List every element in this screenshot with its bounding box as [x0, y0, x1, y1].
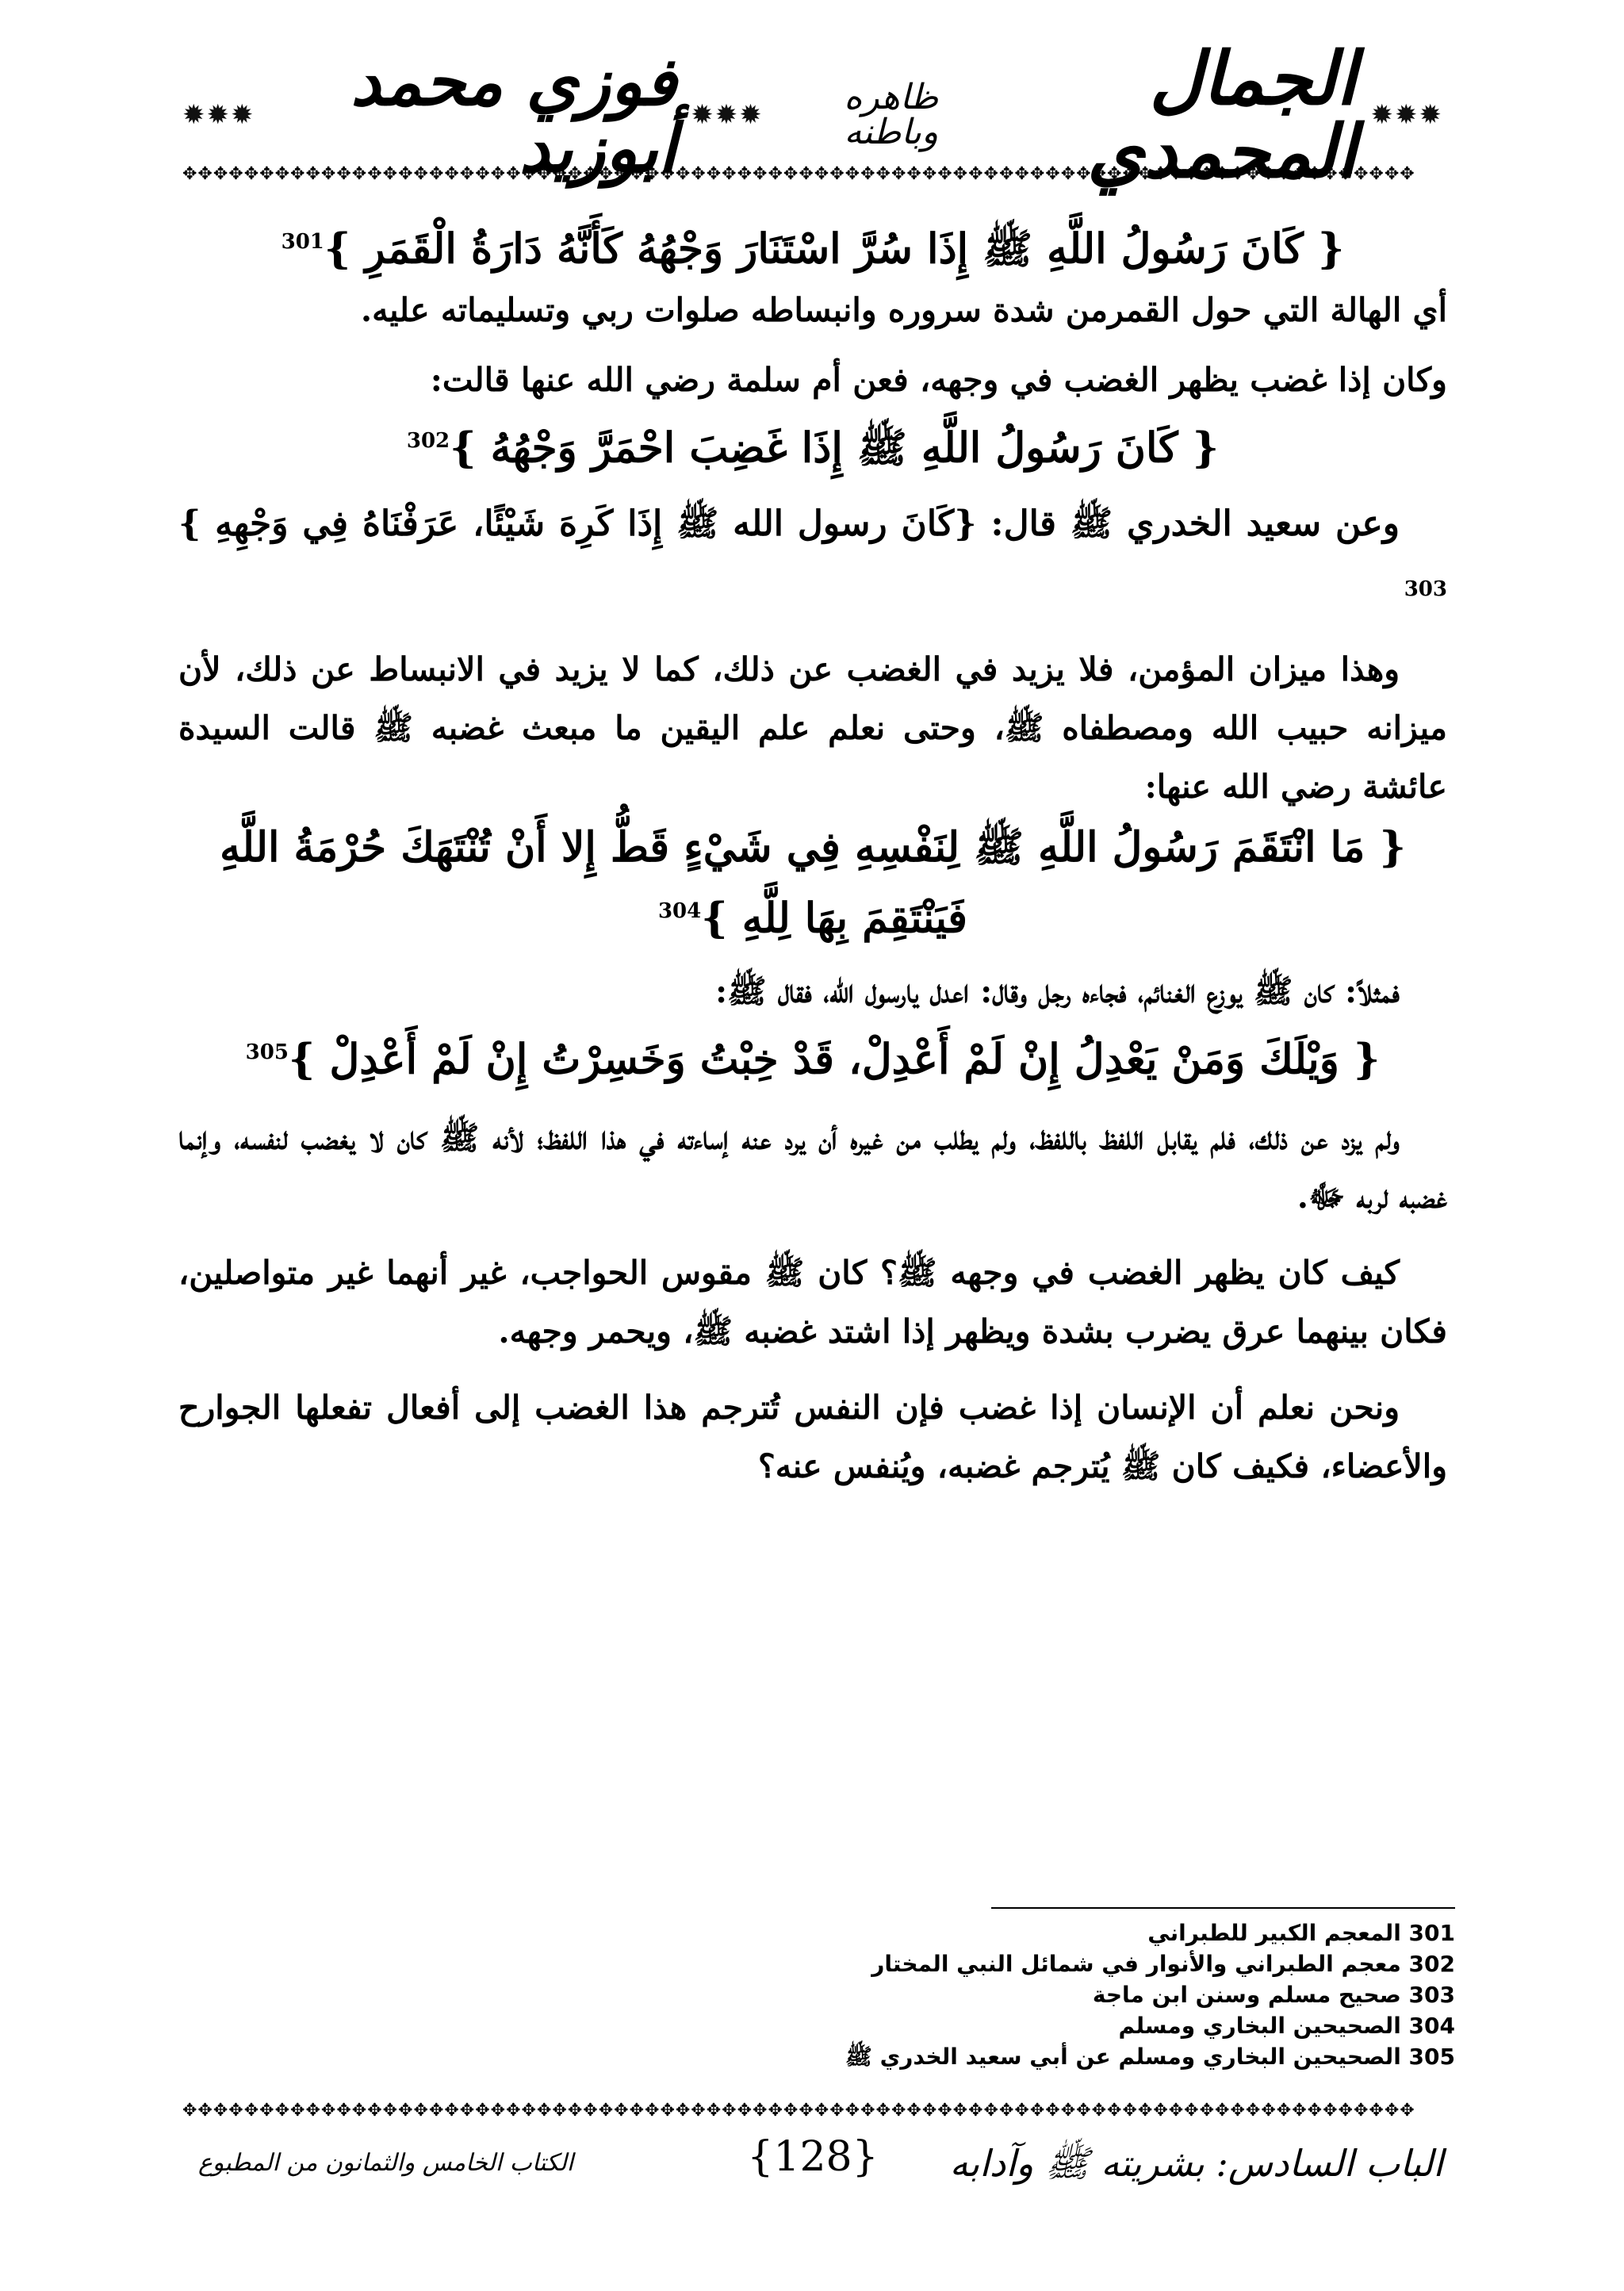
paragraph: كيف كان يظهر الغضب في وجهه ﷺ؟ كان ﷺ مقوس الحواجب، غير أنهما غير متواصلين، فكان بينهما عرق يضرب بشدة ويظهر إذا اشتد غضبه ﷺ، ويحمر وجهه. — [178, 1253, 1447, 1350]
paragraph: وعن سعيد الخدري ﷺ قال: {كَانَ رسول الله ﷺ إِذَا كَرِهَ شَيْئًا، عَرَفْنَاهُ فِي وَجْهِهِ } $^{303}$ — [178, 503, 1447, 601]
book-subtitle: ظاهره وباطنه — [844, 77, 939, 152]
paragraph: وكان إذا غضب يظهر الغضب في وجهه، فعن أم سلمة رضي الله عنها قالت: — [430, 361, 1447, 400]
paragraph: ونحن نعلم أن الإنسان إذا غضب فإن النفس تُترجم هذا الغضب إلى أفعال تفعلها الجوارح والأعضاء، فكيف كان ﷺ يُترجم غضبه، ويُنفس عنه؟ — [178, 1388, 1447, 1485]
header-ornament-right: ✹✹✹ — [1370, 99, 1443, 131]
paragraph: ولم يزد عن ذلك، فلم يقابل اللفظ باللفظ، ولم يطلب من غيره أن يرد عنه إساءته في هذا اللفظ؛ لأنه ﷺ كان لا يغضب لنفسه، وإنما غضبه لربه ﷻ. — [178, 1118, 1447, 1216]
hadith-quote: { كَانَ رَسُولُ اللَّهِ ﷺ إِذَا سُرَّ اسْتَنَارَ وَجْهُهُ كَأَنَّهُ دَارَةُ الْقَمَرِ }$^{301}$ — [281, 224, 1345, 274]
footnote-separator — [991, 1907, 1455, 1909]
book-part: الكتاب الخامس والثمانون من المطبوع — [198, 2149, 574, 2177]
header-border: ✥✥✥✥✥✥✥✥✥✥✥✥✥✥✥✥✥✥✥✥✥✥✥✥✥✥✥✥✥✥✥✥✥✥✥✥✥✥✥✥✥✥✥✥✥✥✥✥✥✥✥✥✥✥✥✥✥✥✥✥✥✥✥✥✥✥✥✥✥✥✥✥✥✥✥✥✥✥✥✥ — [182, 165, 1415, 184]
footnote-ref: 305 — [245, 1040, 289, 1064]
paragraph: أي الهالة التي حول القمرمن شدة سروره وانبساطه صلوات ربي وتسليماته عليه. — [360, 291, 1447, 330]
footnote: 304 الصحيحين البخاري ومسلم — [1118, 2013, 1455, 2039]
hadith-quote: { وَيْلَكَ وَمَنْ يَعْدِلُ إِنْ لَمْ أَعْدِلْ، قَدْ خِبْتُ وَخَسِرْتُ إِنْ لَمْ أَعْدِلْ }$^{305}$ — [245, 1034, 1381, 1083]
header-ornament-middle: ✹✹✹ — [691, 99, 764, 131]
hadith-quote: { مَا انْتَقَمَ رَسُولُ اللَّهِ ﷺ لِنَفْسِهِ فِي شَيْءٍ قَطُّ إِلا أَنْ تُنْتَهَكَ حُرْمَةُ اللَّهِ فَيَنْتَقِمَ بِهَا لِلَّهِ }$^{304}$ — [220, 823, 1406, 943]
book-title: الجمال المحمدي — [1086, 36, 1357, 194]
footnote-ref: 301 — [281, 230, 324, 254]
footnote-ref: 302 — [406, 429, 450, 454]
footer-border: ✥✥✥✥✥✥✥✥✥✥✥✥✥✥✥✥✥✥✥✥✥✥✥✥✥✥✥✥✥✥✥✥✥✥✥✥✥✥✥✥✥✥✥✥✥✥✥✥✥✥✥✥✥✥✥✥✥✥✥✥✥✥✥✥✥✥✥✥✥✥✥✥✥✥✥✥✥✥✥✥ — [182, 2101, 1415, 2121]
footnote: 301 المعجم الكبير للطبراني — [1147, 1920, 1455, 1946]
footnote-ref: 304 — [657, 899, 702, 924]
hadith-quote: { كَانَ رَسُولُ اللَّهِ ﷺ إِذَا غَضِبَ احْمَرَّ وَجْهُهُ }$^{302}$ — [406, 423, 1220, 473]
footnote: 305 الصحيحين البخاري ومسلم عن أبي سعيد الخدري ﷺ — [845, 2044, 1455, 2070]
page-number: {128} — [747, 2133, 879, 2181]
main-text — [178, 210, 1447, 1496]
footnote-ref: 303 — [1404, 577, 1447, 601]
paragraph: فمثلاً: كان ﷺ يوزع الغنائم، فجاءه رجل وقال: اعدل يارسول الله، فقال ﷺ: — [714, 971, 1400, 1010]
footnote: 302 معجم الطبراني والأنوار في شمائل النبي المختار — [871, 1951, 1455, 1977]
paragraph: وهذا ميزان المؤمن، فلا يزيد في الغضب عن ذلك، كما لا يزيد في الانبساط عن ذلك، لأن ميزانه حبيب الله ومصطفاه ﷺ، وحتى نعلم علم اليقين ما مبعث غضبه ﷺ قالت السيدة عائشة رضي الله عنها: — [178, 650, 1447, 806]
page-footer — [182, 2133, 1443, 2205]
author-name: فوزي محمد أبوزيد — [350, 42, 677, 187]
page-header — [182, 36, 1443, 194]
header-ornament-left: ✹✹✹ — [182, 99, 255, 131]
footnote: 303 صحيح مسلم وسنن ابن ماجة — [1092, 1982, 1455, 2008]
header-title-row — [182, 36, 1443, 194]
chapter-title: الباب السادس: بشريته ﷺ وآدابه — [949, 2142, 1443, 2185]
footnotes — [555, 1917, 1455, 2072]
